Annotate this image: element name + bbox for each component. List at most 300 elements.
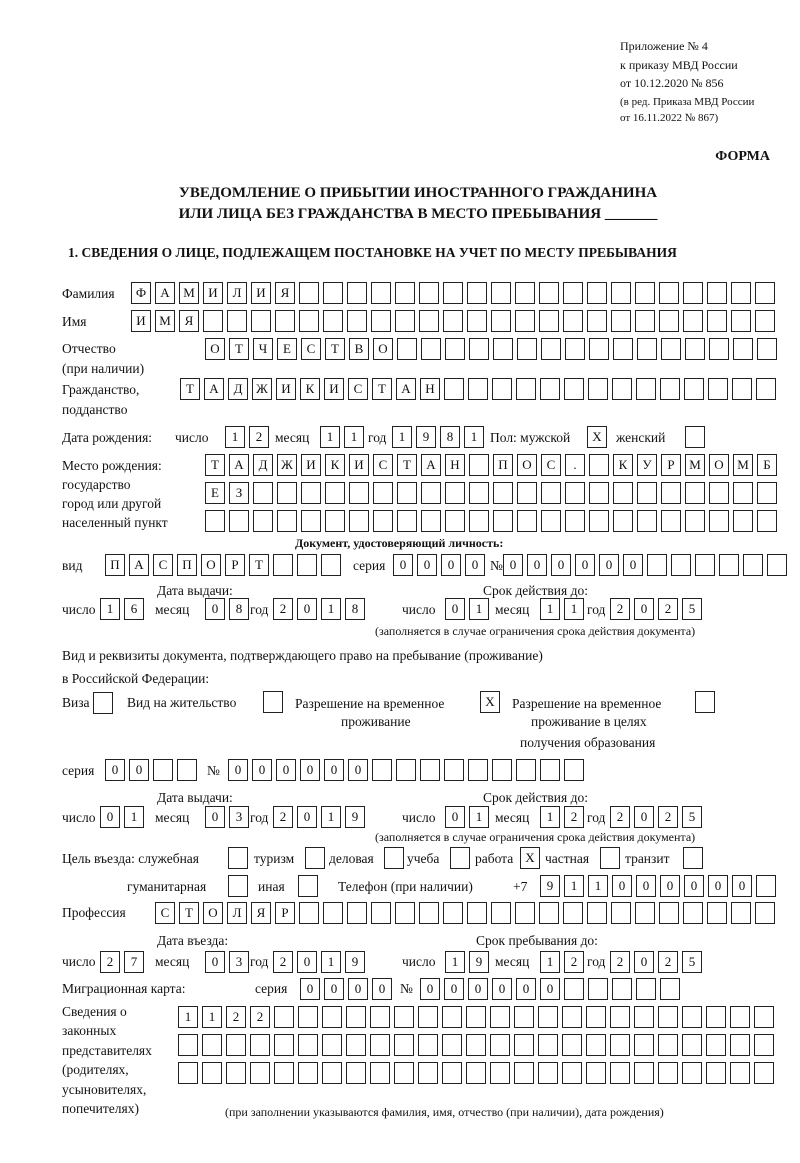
char-cell[interactable] bbox=[421, 510, 441, 532]
char-cell[interactable]: 1 bbox=[469, 598, 489, 620]
doc-kind-field[interactable] bbox=[105, 554, 345, 576]
char-cell[interactable] bbox=[515, 282, 535, 304]
char-cell[interactable] bbox=[397, 482, 417, 504]
stay-day-field[interactable] bbox=[445, 951, 493, 973]
char-cell[interactable] bbox=[611, 282, 631, 304]
char-cell[interactable]: П bbox=[105, 554, 125, 576]
char-cell[interactable] bbox=[467, 310, 487, 332]
char-cell[interactable] bbox=[733, 510, 753, 532]
char-cell[interactable] bbox=[635, 282, 655, 304]
char-cell[interactable] bbox=[637, 338, 657, 360]
char-cell[interactable]: Я bbox=[275, 282, 295, 304]
char-cell[interactable] bbox=[444, 759, 464, 781]
char-cell[interactable]: 0 bbox=[708, 875, 728, 897]
trp-field[interactable] bbox=[480, 691, 504, 713]
char-cell[interactable] bbox=[397, 338, 417, 360]
char-cell[interactable]: Д bbox=[228, 378, 248, 400]
checkbox[interactable] bbox=[228, 875, 248, 897]
char-cell[interactable]: 0 bbox=[324, 759, 344, 781]
char-cell[interactable]: 0 bbox=[417, 554, 437, 576]
char-cell[interactable] bbox=[539, 902, 559, 924]
doc-issue-day-field[interactable] bbox=[100, 598, 148, 620]
checkbox[interactable] bbox=[683, 847, 703, 869]
checkbox[interactable] bbox=[685, 426, 705, 448]
char-cell[interactable] bbox=[612, 378, 632, 400]
char-cell[interactable] bbox=[418, 1034, 438, 1056]
char-cell[interactable]: 2 bbox=[658, 806, 678, 828]
char-cell[interactable]: 0 bbox=[228, 759, 248, 781]
char-cell[interactable]: 9 bbox=[345, 806, 365, 828]
char-cell[interactable]: И bbox=[276, 378, 296, 400]
char-cell[interactable] bbox=[685, 338, 705, 360]
char-cell[interactable] bbox=[732, 378, 752, 400]
char-cell[interactable] bbox=[586, 1062, 606, 1084]
char-cell[interactable] bbox=[205, 510, 225, 532]
checkbox[interactable] bbox=[384, 847, 404, 869]
char-cell[interactable] bbox=[610, 1062, 630, 1084]
doc-valid-month-field[interactable] bbox=[540, 598, 588, 620]
char-cell[interactable]: 1 bbox=[225, 426, 245, 448]
char-cell[interactable]: 0 bbox=[684, 875, 704, 897]
char-cell[interactable] bbox=[611, 310, 631, 332]
char-cell[interactable]: М bbox=[733, 454, 753, 476]
char-cell[interactable]: 0 bbox=[732, 875, 752, 897]
mc-number-field[interactable] bbox=[420, 978, 684, 1000]
char-cell[interactable] bbox=[562, 1062, 582, 1084]
char-cell[interactable] bbox=[323, 282, 343, 304]
char-cell[interactable]: 0 bbox=[348, 978, 368, 1000]
surname-field[interactable] bbox=[131, 282, 779, 304]
char-cell[interactable]: Т bbox=[180, 378, 200, 400]
char-cell[interactable]: 0 bbox=[634, 951, 654, 973]
char-cell[interactable] bbox=[298, 1006, 318, 1028]
char-cell[interactable]: 2 bbox=[273, 806, 293, 828]
char-cell[interactable]: И bbox=[251, 282, 271, 304]
char-cell[interactable] bbox=[755, 902, 775, 924]
char-cell[interactable]: 9 bbox=[416, 426, 436, 448]
char-cell[interactable]: К bbox=[325, 454, 345, 476]
char-cell[interactable] bbox=[658, 1034, 678, 1056]
male-field[interactable] bbox=[587, 426, 611, 448]
char-cell[interactable] bbox=[708, 378, 728, 400]
char-cell[interactable]: 0 bbox=[205, 598, 225, 620]
char-cell[interactable] bbox=[177, 759, 197, 781]
char-cell[interactable] bbox=[370, 1006, 390, 1028]
char-cell[interactable] bbox=[226, 1034, 246, 1056]
char-cell[interactable] bbox=[346, 1062, 366, 1084]
profession-field[interactable] bbox=[155, 902, 779, 924]
char-cell[interactable] bbox=[492, 759, 512, 781]
char-cell[interactable]: С bbox=[348, 378, 368, 400]
char-cell[interactable]: 1 bbox=[564, 598, 584, 620]
char-cell[interactable] bbox=[298, 1062, 318, 1084]
char-cell[interactable] bbox=[468, 378, 488, 400]
char-cell[interactable] bbox=[743, 554, 763, 576]
char-cell[interactable]: 1 bbox=[392, 426, 412, 448]
char-cell[interactable] bbox=[733, 338, 753, 360]
char-cell[interactable]: С bbox=[301, 338, 321, 360]
char-cell[interactable]: 0 bbox=[623, 554, 643, 576]
char-cell[interactable]: 0 bbox=[297, 806, 317, 828]
char-cell[interactable] bbox=[469, 510, 489, 532]
char-cell[interactable] bbox=[347, 282, 367, 304]
char-cell[interactable]: 0 bbox=[348, 759, 368, 781]
char-cell[interactable]: М bbox=[685, 454, 705, 476]
char-cell[interactable]: 0 bbox=[297, 951, 317, 973]
char-cell[interactable]: 0 bbox=[100, 806, 120, 828]
char-cell[interactable]: 1 bbox=[540, 806, 560, 828]
char-cell[interactable] bbox=[322, 1006, 342, 1028]
p-private-field[interactable] bbox=[600, 847, 624, 869]
char-cell[interactable] bbox=[634, 1062, 654, 1084]
char-cell[interactable] bbox=[253, 482, 273, 504]
char-cell[interactable]: Е bbox=[205, 482, 225, 504]
char-cell[interactable] bbox=[493, 482, 513, 504]
char-cell[interactable]: Я bbox=[179, 310, 199, 332]
char-cell[interactable]: Р bbox=[225, 554, 245, 576]
char-cell[interactable] bbox=[683, 282, 703, 304]
char-cell[interactable] bbox=[491, 282, 511, 304]
char-cell[interactable] bbox=[685, 510, 705, 532]
char-cell[interactable]: С bbox=[541, 454, 561, 476]
char-cell[interactable] bbox=[709, 482, 729, 504]
char-cell[interactable]: А bbox=[229, 454, 249, 476]
checkbox[interactable]: X bbox=[520, 847, 540, 869]
char-cell[interactable] bbox=[563, 310, 583, 332]
char-cell[interactable]: 0 bbox=[465, 554, 485, 576]
char-cell[interactable]: 0 bbox=[300, 759, 320, 781]
char-cell[interactable] bbox=[730, 1062, 750, 1084]
char-cell[interactable]: 0 bbox=[445, 806, 465, 828]
char-cell[interactable] bbox=[709, 510, 729, 532]
char-cell[interactable] bbox=[323, 310, 343, 332]
p-business-field[interactable] bbox=[384, 847, 408, 869]
char-cell[interactable]: 0 bbox=[276, 759, 296, 781]
stay-year-field[interactable] bbox=[610, 951, 706, 973]
char-cell[interactable] bbox=[635, 310, 655, 332]
char-cell[interactable] bbox=[490, 1034, 510, 1056]
char-cell[interactable]: 9 bbox=[469, 951, 489, 973]
char-cell[interactable]: 2 bbox=[249, 426, 269, 448]
char-cell[interactable] bbox=[490, 1062, 510, 1084]
char-cell[interactable]: 1 bbox=[100, 598, 120, 620]
char-cell[interactable] bbox=[370, 1062, 390, 1084]
char-cell[interactable] bbox=[731, 282, 751, 304]
char-cell[interactable] bbox=[540, 759, 560, 781]
char-cell[interactable] bbox=[394, 1062, 414, 1084]
char-cell[interactable]: 5 bbox=[682, 598, 702, 620]
char-cell[interactable] bbox=[658, 1062, 678, 1084]
right-series-field[interactable] bbox=[105, 759, 201, 781]
char-cell[interactable] bbox=[396, 759, 416, 781]
char-cell[interactable]: 1 bbox=[464, 426, 484, 448]
char-cell[interactable]: 1 bbox=[321, 806, 341, 828]
char-cell[interactable] bbox=[637, 510, 657, 532]
char-cell[interactable] bbox=[564, 378, 584, 400]
right-issue-year-field[interactable] bbox=[273, 806, 369, 828]
char-cell[interactable] bbox=[371, 902, 391, 924]
trp-edu-field[interactable] bbox=[695, 691, 719, 713]
char-cell[interactable]: 0 bbox=[297, 598, 317, 620]
char-cell[interactable] bbox=[297, 554, 317, 576]
char-cell[interactable] bbox=[298, 1034, 318, 1056]
char-cell[interactable]: П bbox=[493, 454, 513, 476]
char-cell[interactable] bbox=[538, 1006, 558, 1028]
char-cell[interactable]: 0 bbox=[503, 554, 523, 576]
char-cell[interactable] bbox=[612, 978, 632, 1000]
birth-month-field[interactable] bbox=[320, 426, 368, 448]
char-cell[interactable] bbox=[682, 1062, 702, 1084]
char-cell[interactable] bbox=[539, 282, 559, 304]
char-cell[interactable]: И bbox=[349, 454, 369, 476]
char-cell[interactable] bbox=[395, 310, 415, 332]
name-field[interactable] bbox=[131, 310, 779, 332]
char-cell[interactable]: Р bbox=[661, 454, 681, 476]
char-cell[interactable] bbox=[707, 310, 727, 332]
visa-field[interactable] bbox=[93, 692, 117, 714]
char-cell[interactable] bbox=[565, 338, 585, 360]
char-cell[interactable]: 0 bbox=[129, 759, 149, 781]
checkbox[interactable] bbox=[228, 847, 248, 869]
char-cell[interactable] bbox=[647, 554, 667, 576]
char-cell[interactable] bbox=[442, 1006, 462, 1028]
char-cell[interactable] bbox=[273, 554, 293, 576]
char-cell[interactable]: 0 bbox=[105, 759, 125, 781]
char-cell[interactable] bbox=[347, 902, 367, 924]
char-cell[interactable] bbox=[730, 1034, 750, 1056]
char-cell[interactable] bbox=[706, 1062, 726, 1084]
char-cell[interactable]: 9 bbox=[345, 951, 365, 973]
char-cell[interactable]: Ж bbox=[252, 378, 272, 400]
char-cell[interactable] bbox=[323, 902, 343, 924]
stay-month-field[interactable] bbox=[540, 951, 588, 973]
char-cell[interactable] bbox=[466, 1034, 486, 1056]
char-cell[interactable]: Н bbox=[420, 378, 440, 400]
char-cell[interactable] bbox=[588, 978, 608, 1000]
char-cell[interactable]: Б bbox=[757, 454, 777, 476]
char-cell[interactable]: 2 bbox=[100, 951, 120, 973]
char-cell[interactable]: 1 bbox=[124, 806, 144, 828]
char-cell[interactable] bbox=[634, 1034, 654, 1056]
char-cell[interactable] bbox=[493, 338, 513, 360]
char-cell[interactable]: 1 bbox=[321, 951, 341, 973]
char-cell[interactable] bbox=[277, 482, 297, 504]
char-cell[interactable] bbox=[706, 1034, 726, 1056]
char-cell[interactable] bbox=[636, 378, 656, 400]
mc-series-field[interactable] bbox=[300, 978, 396, 1000]
char-cell[interactable] bbox=[421, 338, 441, 360]
char-cell[interactable]: У bbox=[637, 454, 657, 476]
char-cell[interactable] bbox=[731, 310, 751, 332]
char-cell[interactable]: 0 bbox=[393, 554, 413, 576]
char-cell[interactable] bbox=[707, 282, 727, 304]
char-cell[interactable]: С bbox=[373, 454, 393, 476]
char-cell[interactable] bbox=[517, 510, 537, 532]
char-cell[interactable]: О bbox=[205, 338, 225, 360]
char-cell[interactable] bbox=[418, 1006, 438, 1028]
char-cell[interactable] bbox=[469, 482, 489, 504]
char-cell[interactable] bbox=[301, 482, 321, 504]
char-cell[interactable] bbox=[587, 902, 607, 924]
char-cell[interactable] bbox=[565, 482, 585, 504]
char-cell[interactable]: 1 bbox=[469, 806, 489, 828]
rep-3-field[interactable] bbox=[178, 1062, 778, 1084]
char-cell[interactable]: 1 bbox=[564, 875, 584, 897]
checkbox[interactable] bbox=[450, 847, 470, 869]
doc-issue-year-field[interactable] bbox=[273, 598, 369, 620]
p-tourism-field[interactable] bbox=[305, 847, 329, 869]
char-cell[interactable] bbox=[397, 510, 417, 532]
char-cell[interactable] bbox=[346, 1034, 366, 1056]
char-cell[interactable]: П bbox=[177, 554, 197, 576]
p-transit-field[interactable] bbox=[683, 847, 707, 869]
char-cell[interactable] bbox=[754, 1034, 774, 1056]
checkbox[interactable] bbox=[600, 847, 620, 869]
char-cell[interactable] bbox=[468, 759, 488, 781]
char-cell[interactable]: И bbox=[131, 310, 151, 332]
char-cell[interactable]: Ж bbox=[277, 454, 297, 476]
char-cell[interactable] bbox=[613, 482, 633, 504]
char-cell[interactable] bbox=[514, 1006, 534, 1028]
char-cell[interactable]: А bbox=[421, 454, 441, 476]
char-cell[interactable] bbox=[684, 378, 704, 400]
char-cell[interactable] bbox=[178, 1062, 198, 1084]
char-cell[interactable] bbox=[660, 978, 680, 1000]
p-work-field[interactable] bbox=[520, 847, 544, 869]
char-cell[interactable] bbox=[755, 310, 775, 332]
char-cell[interactable]: Я bbox=[251, 902, 271, 924]
char-cell[interactable] bbox=[756, 378, 776, 400]
doc-series-field[interactable] bbox=[393, 554, 489, 576]
char-cell[interactable]: О bbox=[201, 554, 221, 576]
char-cell[interactable]: 0 bbox=[252, 759, 272, 781]
char-cell[interactable]: А bbox=[129, 554, 149, 576]
char-cell[interactable] bbox=[695, 554, 715, 576]
char-cell[interactable]: 2 bbox=[610, 598, 630, 620]
char-cell[interactable]: О bbox=[203, 902, 223, 924]
char-cell[interactable] bbox=[514, 1034, 534, 1056]
char-cell[interactable]: И bbox=[203, 282, 223, 304]
char-cell[interactable] bbox=[637, 482, 657, 504]
char-cell[interactable]: 2 bbox=[273, 951, 293, 973]
rep-2-field[interactable] bbox=[178, 1034, 778, 1056]
rep-1-field[interactable] bbox=[178, 1006, 778, 1028]
char-cell[interactable] bbox=[757, 510, 777, 532]
char-cell[interactable] bbox=[325, 510, 345, 532]
char-cell[interactable]: Д bbox=[253, 454, 273, 476]
char-cell[interactable]: 0 bbox=[540, 978, 560, 1000]
char-cell[interactable]: 0 bbox=[372, 978, 392, 1000]
doc-issue-month-field[interactable] bbox=[205, 598, 253, 620]
char-cell[interactable]: 0 bbox=[324, 978, 344, 1000]
char-cell[interactable]: Т bbox=[205, 454, 225, 476]
char-cell[interactable] bbox=[203, 310, 223, 332]
char-cell[interactable]: 0 bbox=[599, 554, 619, 576]
right-issue-month-field[interactable] bbox=[205, 806, 253, 828]
char-cell[interactable]: 0 bbox=[527, 554, 547, 576]
char-cell[interactable]: 0 bbox=[636, 875, 656, 897]
char-cell[interactable]: О bbox=[373, 338, 393, 360]
char-cell[interactable]: 0 bbox=[441, 554, 461, 576]
char-cell[interactable] bbox=[421, 482, 441, 504]
p-other-field[interactable] bbox=[298, 875, 322, 897]
char-cell[interactable] bbox=[349, 482, 369, 504]
char-cell[interactable] bbox=[659, 902, 679, 924]
char-cell[interactable] bbox=[277, 510, 297, 532]
char-cell[interactable] bbox=[586, 1006, 606, 1028]
char-cell[interactable] bbox=[274, 1034, 294, 1056]
char-cell[interactable]: . bbox=[565, 454, 585, 476]
p-humanitarian-field[interactable] bbox=[228, 875, 252, 897]
char-cell[interactable] bbox=[299, 902, 319, 924]
char-cell[interactable] bbox=[469, 454, 489, 476]
right-valid-day-field[interactable] bbox=[445, 806, 493, 828]
char-cell[interactable] bbox=[562, 1034, 582, 1056]
char-cell[interactable] bbox=[250, 1062, 270, 1084]
char-cell[interactable] bbox=[756, 875, 776, 897]
char-cell[interactable] bbox=[731, 902, 751, 924]
char-cell[interactable] bbox=[589, 482, 609, 504]
char-cell[interactable]: К bbox=[613, 454, 633, 476]
char-cell[interactable] bbox=[442, 1062, 462, 1084]
char-cell[interactable]: 0 bbox=[516, 978, 536, 1000]
char-cell[interactable] bbox=[514, 1062, 534, 1084]
char-cell[interactable] bbox=[659, 310, 679, 332]
char-cell[interactable] bbox=[563, 282, 583, 304]
char-cell[interactable] bbox=[250, 1034, 270, 1056]
char-cell[interactable]: Т bbox=[249, 554, 269, 576]
char-cell[interactable] bbox=[325, 482, 345, 504]
char-cell[interactable]: В bbox=[349, 338, 369, 360]
char-cell[interactable] bbox=[419, 282, 439, 304]
char-cell[interactable] bbox=[540, 378, 560, 400]
char-cell[interactable]: 6 bbox=[124, 598, 144, 620]
char-cell[interactable] bbox=[671, 554, 691, 576]
entry-day-field[interactable] bbox=[100, 951, 148, 973]
char-cell[interactable]: С bbox=[155, 902, 175, 924]
char-cell[interactable] bbox=[636, 978, 656, 1000]
char-cell[interactable] bbox=[541, 482, 561, 504]
char-cell[interactable] bbox=[445, 338, 465, 360]
char-cell[interactable]: 0 bbox=[492, 978, 512, 1000]
char-cell[interactable] bbox=[539, 310, 559, 332]
char-cell[interactable] bbox=[661, 482, 681, 504]
char-cell[interactable] bbox=[733, 482, 753, 504]
char-cell[interactable] bbox=[586, 1034, 606, 1056]
char-cell[interactable] bbox=[754, 1006, 774, 1028]
doc-valid-year-field[interactable] bbox=[610, 598, 706, 620]
char-cell[interactable] bbox=[226, 1062, 246, 1084]
char-cell[interactable] bbox=[707, 902, 727, 924]
char-cell[interactable] bbox=[373, 510, 393, 532]
char-cell[interactable] bbox=[516, 378, 536, 400]
char-cell[interactable] bbox=[541, 338, 561, 360]
p-official-field[interactable] bbox=[228, 847, 252, 869]
char-cell[interactable] bbox=[587, 310, 607, 332]
right-number-field[interactable] bbox=[228, 759, 588, 781]
char-cell[interactable]: М bbox=[155, 310, 175, 332]
char-cell[interactable]: 1 bbox=[178, 1006, 198, 1028]
char-cell[interactable]: Е bbox=[277, 338, 297, 360]
residence-field[interactable] bbox=[263, 691, 287, 713]
char-cell[interactable] bbox=[660, 378, 680, 400]
char-cell[interactable] bbox=[371, 310, 391, 332]
char-cell[interactable] bbox=[466, 1006, 486, 1028]
char-cell[interactable] bbox=[515, 902, 535, 924]
char-cell[interactable]: 9 bbox=[540, 875, 560, 897]
char-cell[interactable] bbox=[443, 282, 463, 304]
char-cell[interactable]: 1 bbox=[321, 598, 341, 620]
